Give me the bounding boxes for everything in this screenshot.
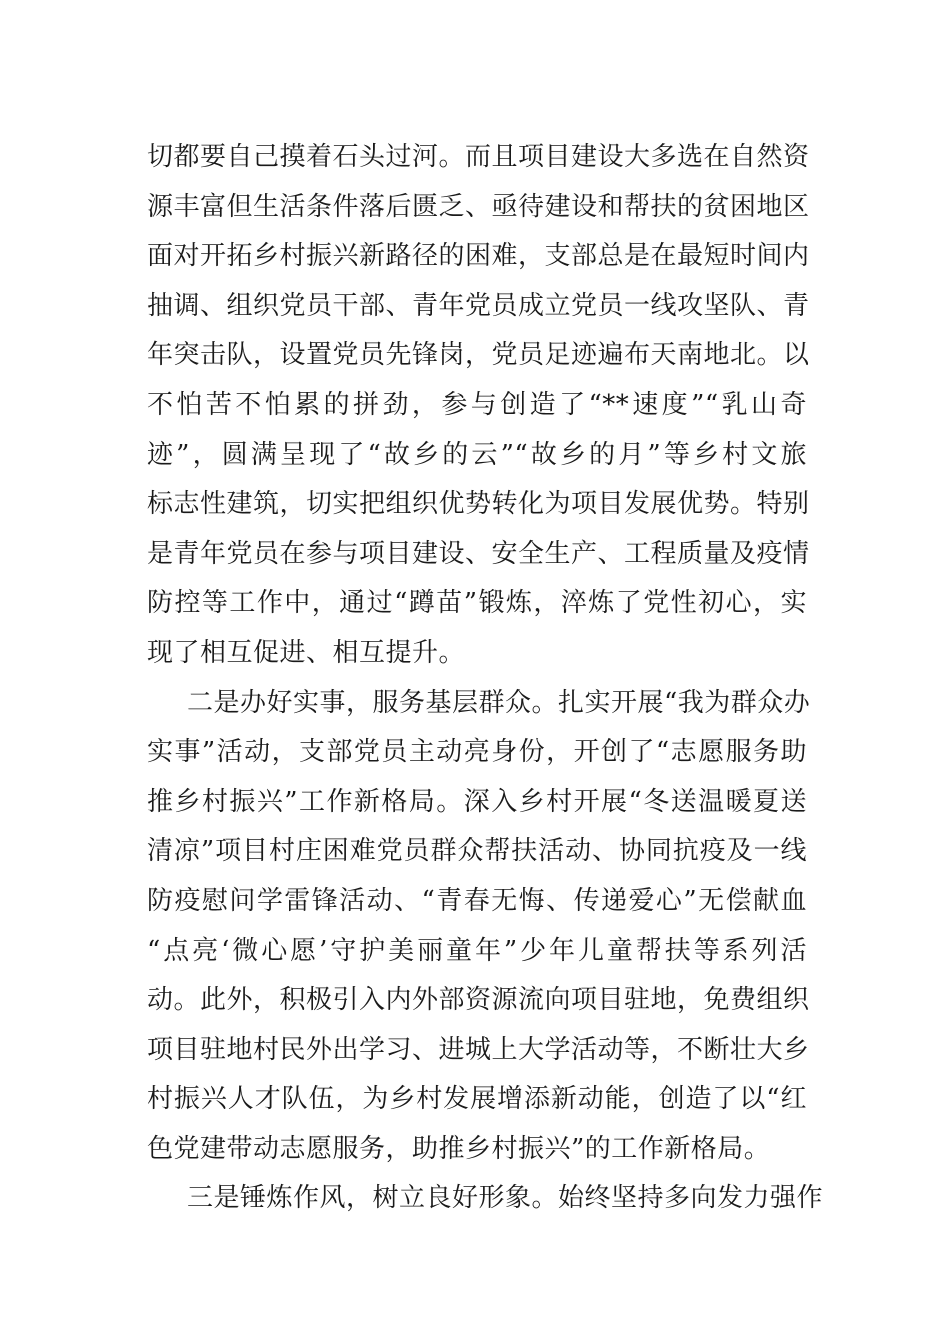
text-line: 实事”活动，支部党员主动亮身份，开创了“志愿服务助 — [147, 737, 807, 768]
text-line: 迹”，圆满呈现了“故乡的云”“故乡的月”等乡村文旅 — [147, 439, 807, 470]
text-line: 是青年党员在参与项目建设、安全生产、工程质量及疫情 — [147, 538, 810, 569]
text-line: 色党建带动志愿服务，助推乡村振兴”的工作新格局。 — [147, 1133, 771, 1164]
text-line: 源丰富但生活条件落后匮乏、亟待建设和帮扶的贫困地区 — [147, 191, 810, 222]
text-line: 年突击队，设置党员先锋岗，党员足迹遍布天南地北。以 — [147, 340, 810, 371]
text-line: 推乡村振兴”工作新格局。深入乡村开展“冬送温暖夏送 — [147, 786, 807, 817]
text-line: “点亮‘微心愿’守护美丽童年”少年儿童帮扶等系列活 — [147, 935, 807, 966]
text-line: 切都要自己摸着石头过河。而且项目建设大多选在自然资 — [147, 142, 810, 172]
text-line: 面对开拓乡村振兴新路径的困难，支部总是在最短时间内 — [147, 241, 810, 272]
text-line: 项目驻地村民外出学习、进城上大学活动等，不断壮大乡 — [147, 1034, 810, 1065]
text-line: 村振兴人才队伍，为乡村发展增添新动能，创造了以“红 — [147, 1084, 807, 1115]
text-line: 动。此外，积极引入内外部资源流向项目驻地，免费组织 — [147, 985, 810, 1016]
text-line: 不怕苦不怕累的拼劲，参与创造了“**速度”“乳山奇 — [147, 389, 807, 420]
text-line: 三是锤炼作风，树立良好形象。始终坚持多向发力强作 — [187, 1183, 824, 1214]
text-line: 防控等工作中，通过“蹲苗”锻炼，淬炼了党性初心，实 — [147, 588, 807, 619]
text-line: 清凉”项目村庄困难党员群众帮扶活动、协同抗疫及一线 — [147, 836, 807, 867]
text-line: 二是办好实事，服务基层群众。扎实开展“我为群众办 — [187, 687, 811, 718]
text-line: 现了相互促进、相互提升。 — [147, 637, 466, 668]
document-body — [147, 133, 824, 1224]
text-line: 防疫慰问学雷锋活动、“青春无悔、传递爱心”无偿献血 — [147, 885, 807, 916]
text-line: 抽调、组织党员干部、青年党员成立党员一线攻坚队、青 — [147, 290, 810, 321]
text-line: 标志性建筑，切实把组织优势转化为项目发展优势。特别 — [147, 489, 810, 520]
